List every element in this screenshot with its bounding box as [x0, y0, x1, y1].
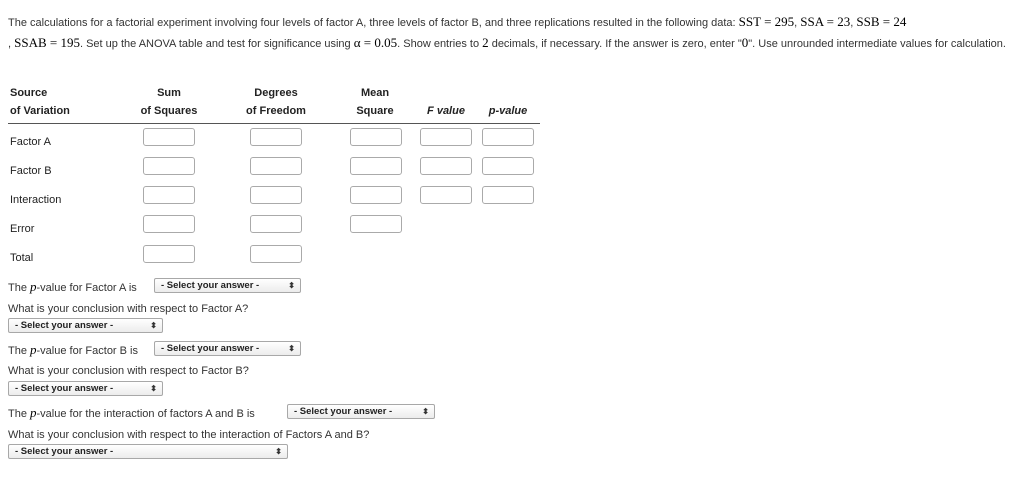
ssa-value: SSA = 23 [800, 14, 851, 29]
sst-value: SST = 295 [738, 14, 795, 29]
row-label-error: Error [10, 223, 35, 235]
select-conclusion-interaction[interactable]: - Select your answer - ⬍ [8, 444, 288, 459]
ssab-value: SSAB = 195 [14, 35, 80, 50]
interaction-ms-input[interactable] [350, 186, 402, 204]
row-label-interaction: Interaction [10, 194, 62, 206]
error-df-input[interactable] [250, 215, 302, 233]
select-conclusion-factor-b[interactable]: - Select your answer - ⬍ [8, 381, 163, 396]
factor-b-ss-input[interactable] [143, 157, 195, 175]
error-ss-input[interactable] [143, 215, 195, 233]
row-label-factor-b: Factor B [10, 165, 52, 177]
header-source: Source of Variation [10, 87, 70, 117]
select-arrows-icon: ⬍ [150, 384, 157, 393]
table-header-rule [8, 123, 540, 124]
interaction-ss-input[interactable] [143, 186, 195, 204]
header-mean-square: Mean Square [356, 87, 394, 117]
total-df-input[interactable] [250, 245, 302, 263]
select-arrows-icon: ⬍ [288, 281, 295, 290]
header-sum-of-squares: Sum of Squares [140, 87, 198, 117]
question-conclusion-factor-b: What is your conclusion with respect to Factor B? [8, 365, 249, 377]
select-arrows-icon: ⬍ [288, 344, 295, 353]
question-p-value-factor-b: The p-value for Factor B is [8, 342, 138, 357]
header-degrees-of-freedom: Degrees of Freedom [246, 87, 306, 117]
select-arrows-icon: ⬍ [275, 447, 282, 456]
factor-b-ms-input[interactable] [350, 157, 402, 175]
factor-a-ss-input[interactable] [143, 128, 195, 146]
header-f-value: F value [427, 105, 465, 117]
question-conclusion-interaction: What is your conclusion with respect to the interaction of Factors A and B? [8, 429, 370, 441]
row-label-total: Total [10, 252, 34, 264]
header-p-value: p-value [488, 105, 528, 117]
interaction-df-input[interactable] [250, 186, 302, 204]
alpha-value: α = 0.05 [353, 35, 398, 50]
factor-a-ms-input[interactable] [350, 128, 402, 146]
select-p-value-factor-b[interactable]: - Select your answer - ⬍ [154, 341, 301, 356]
question-p-value-interaction: The p-value for the interaction of factors A and B is [8, 405, 255, 420]
problem-statement: The calculations for a factorial experiment involving four levels of factor A, three levels of factor B, and three replications resulted in the following data: SST = 295, SSA = 23, SSB = 24 , SSAB = 195. Set up the ANOVA table and test for significance using α = 0.05. Show entries to 2 decimals, if necessary. If the answer is zero, enter "0". Use unrounded intermediate values for calculation. [8, 14, 1006, 50]
row-label-factor-a: Factor A [10, 136, 51, 148]
select-arrows-icon: ⬍ [150, 321, 157, 330]
factor-a-f-input[interactable] [420, 128, 472, 146]
factor-b-f-input[interactable] [420, 157, 472, 175]
question-conclusion-factor-a: What is your conclusion with respect to Factor A? [8, 303, 249, 315]
factor-b-p-input[interactable] [482, 157, 534, 175]
total-ss-input[interactable] [143, 245, 195, 263]
question-p-value-factor-a: The p-value for Factor A is [8, 279, 137, 294]
interaction-f-input[interactable] [420, 186, 472, 204]
factor-b-df-input[interactable] [250, 157, 302, 175]
factor-a-p-input[interactable] [482, 128, 534, 146]
ssb-value: SSB = 24 [856, 14, 907, 29]
interaction-p-input[interactable] [482, 186, 534, 204]
select-p-value-factor-a[interactable]: - Select your answer - ⬍ [154, 278, 301, 293]
factor-a-df-input[interactable] [250, 128, 302, 146]
select-arrows-icon: ⬍ [422, 407, 429, 416]
select-p-value-interaction[interactable]: - Select your answer - ⬍ [287, 404, 435, 419]
error-ms-input[interactable] [350, 215, 402, 233]
select-conclusion-factor-a[interactable]: - Select your answer - ⬍ [8, 318, 163, 333]
